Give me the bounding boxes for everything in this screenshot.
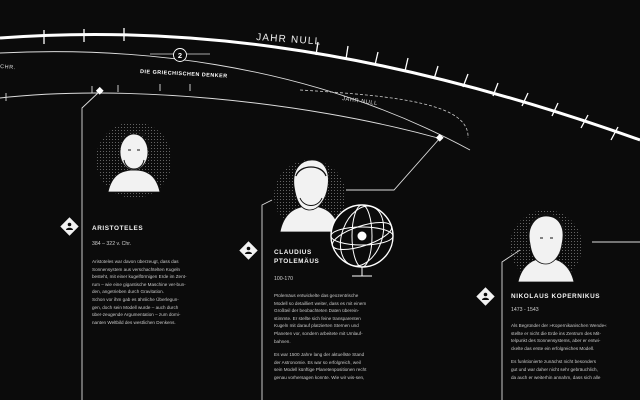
portrait-kopernikus	[510, 210, 582, 282]
person-dates-ptolemaeus: 100-170	[274, 276, 294, 282]
person-name-ptolemaeus: CLAUDIUS PTOLEMÄUS	[274, 249, 320, 265]
bio-paragraph: Es funktionierte zunächst nicht besonders gut und war daher nicht sehr gebräuchlich, da auch er weiterhin annahm, dass sich alle	[511, 359, 601, 380]
bio-paragraph: Es war 1500 Jahre lang der aktuellste Stand der Astronomie. Es war so erfolgreich, weil sein Modell künftige Planetenpositionen recht genau vorhersagen konnte. Wie wir wis-sen,	[274, 352, 367, 380]
person-bio-ptolemaeus	[274, 292, 424, 388]
node-diamond-2	[436, 134, 444, 142]
main-era-label: JAHR NULL	[255, 32, 322, 48]
person-bio-kopernikus	[511, 322, 637, 387]
inner-era-label: JAHR NULL	[341, 96, 379, 107]
person-dates-aristoteles: 384 – 322 v. Chr.	[92, 241, 132, 247]
person-name-aristoteles: ARISTOTELES	[92, 225, 144, 232]
person-marker-icon	[476, 287, 494, 305]
person-marker-icon	[239, 241, 257, 259]
section-title: DIE GRIECHISCHEN DENKER	[139, 69, 228, 80]
person-bio-aristoteles	[92, 258, 242, 332]
left-era-fragment: CHR.	[0, 64, 17, 72]
main-timeline-arc	[0, 34, 640, 140]
bio-paragraph: Aristoteles war davon überzeugt, dass das Sonnensystem aus verschachtelten Kugeln besteht, mit einer kugelförmigen Erde im Zent- rum – wie eine gigantische Maschine ver-bun- den, angetrieben durch Gravitation. Schon vor ihm gab es ähnliche Überlegun- gen, doch sein Modell wurde – auch durch über-zeugende Argumentation – zum domi- nanten Weltbild des westlichen Denkens.	[92, 259, 187, 325]
bio-paragraph: Als Begründer der »Kopernikanischen Wende« stellte er nicht die Erde ins Zentrum des Mit- telpunkt des Sonnensystems, aber er entwi- ckelte das erste ein erfolgreiches Modell.	[511, 323, 607, 351]
bio-paragraph: Ptolemäus entwickelte das geozentrische Modell so detailliert weiter, dass es mit einem Großteil der beobachteten Daten überein- stimmte. Er stellte sich feine transparenten Kugeln mit darauf platzierten Sternen und Planeten vor, sondern arbeitete mit Umlauf- bahnen.	[274, 293, 367, 344]
section-number: 2	[177, 51, 183, 60]
person-marker-icon	[60, 217, 78, 235]
person-name-kopernikus: NIKOLAUS KOPERNIKUS	[511, 293, 601, 300]
dashed-arc	[300, 90, 468, 138]
portrait-aristoteles	[96, 122, 172, 198]
person-dates-kopernikus: 1473 - 1543	[511, 307, 539, 313]
